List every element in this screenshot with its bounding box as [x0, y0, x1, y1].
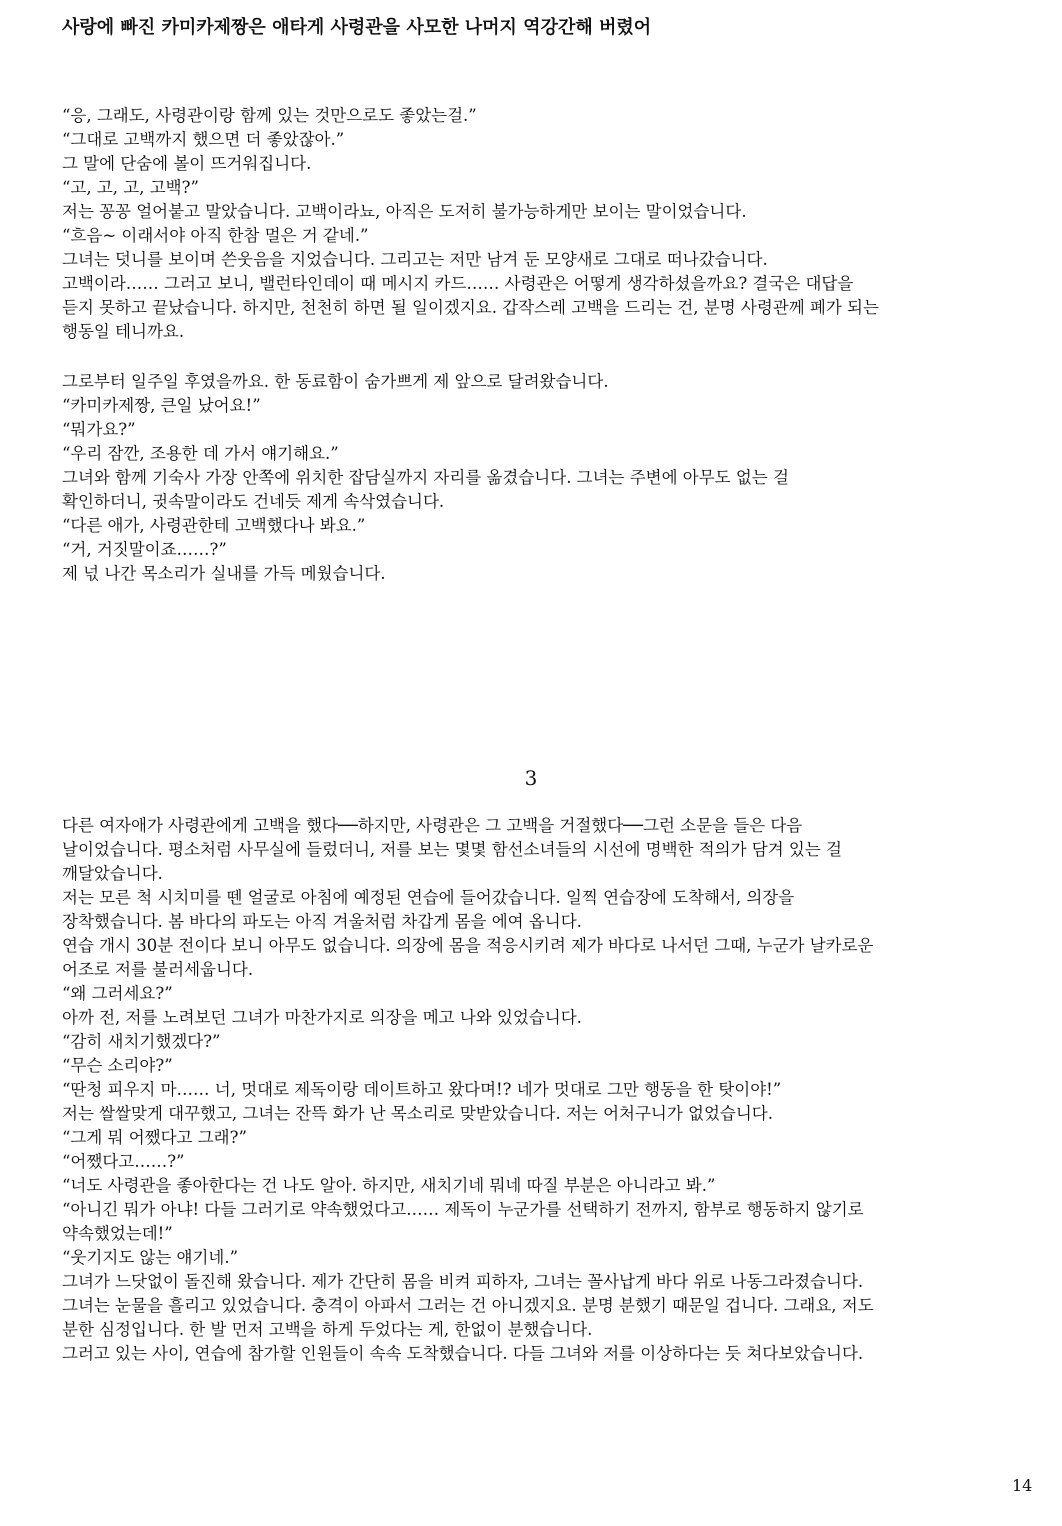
text-line: “응, 그래도, 사령관이랑 함께 있는 것만으로도 좋았는걸.”	[62, 106, 477, 125]
section-2	[62, 370, 1006, 586]
text-line: “우리 잠깐, 조용한 데 가서 얘기해요.”	[62, 444, 339, 463]
section-3	[62, 814, 1006, 1366]
text-line: 아까 전, 저를 노려보던 그녀가 마찬가지로 의장을 메고 나와 있었습니다.	[62, 1008, 582, 1027]
text-line: 그로부터 일주일 후였을까요. 한 동료함이 숨가쁘게 제 앞으로 달려왔습니다.	[62, 372, 609, 391]
text-line: 그녀가 느닷없이 돌진해 왔습니다. 제가 간단히 몸을 비켜 피하자, 그녀는 꼴사납게 바다 위로 나동그라졌습니다.	[62, 1272, 864, 1291]
text-line: “너도 사령관을 좋아한다는 건 나도 알아. 하지만, 새치기네 뭐네 따질 부분은 아니라고 봐.”	[62, 1176, 716, 1195]
text-line: 행동일 테니까요.	[62, 322, 185, 341]
text-line: “흐음~ 이래서야 아직 한참 멀은 거 같네.”	[62, 226, 369, 245]
text-line: “감히 새치기했겠다?”	[62, 1032, 221, 1051]
page-number: 14	[1012, 1476, 1033, 1495]
text-line: 확인하더니, 귓속말이라도 건네듯 제게 속삭였습니다.	[62, 492, 445, 511]
text-line: 그녀는 덧니를 보이며 쓴웃음을 지었습니다. 그리고는 저만 남겨 둔 모양새로 그대로 떠나갔습니다.	[62, 250, 768, 269]
chapter-number: 3	[524, 766, 538, 790]
text-line: “다른 애가, 사령관한테 고백했다나 봐요.”	[62, 516, 366, 535]
text-line: 제 넋 나간 목소리가 실내를 가득 메웠습니다.	[62, 564, 386, 583]
text-line: 날이었습니다. 평소처럼 사무실에 들렀더니, 저를 보는 몇몇 함선소녀들의 시선에 명백한 적의가 담겨 있는 걸	[62, 840, 842, 859]
text-line: 고백이라…… 그러고 보니, 밸런타인데이 때 메시지 카드…… 사령관은 어떻게 생각하셨을까요? 결국은 대답을	[62, 274, 854, 293]
text-line: 장착했습니다. 봄 바다의 파도는 아직 겨울처럼 차갑게 몸을 에여 옵니다.	[62, 912, 582, 931]
text-line: “웃기지도 않는 얘기네.”	[62, 1248, 239, 1267]
text-line: 저는 쌀쌀맞게 대꾸했고, 그녀는 잔뜩 화가 난 목소리로 맞받았습니다. 저는 어처구니가 없었습니다.	[62, 1104, 773, 1123]
text-line: “딴청 피우지 마…… 너, 멋대로 제독이랑 데이트하고 왔다며!? 네가 멋대로 그만 행동을 한 탓이야!”	[62, 1080, 782, 1099]
text-line: 저는 모른 척 시치미를 뗀 얼굴로 아침에 예정된 연습에 들어갔습니다. 일찍 연습장에 도착해서, 의장을	[62, 888, 795, 907]
text-line: “어쨌다고……?”	[62, 1152, 185, 1171]
text-line: 분한 심정입니다. 한 발 먼저 고백을 하게 두었다는 게, 한없이 분했습니다.	[62, 1320, 593, 1339]
section-1	[62, 104, 1006, 344]
text-line: 듣지 못하고 끝났습니다. 하지만, 천천히 하면 될 일이겠지요. 갑작스레 고백을 드리는 건, 분명 사령관께 폐가 되는	[62, 298, 879, 317]
text-line: 연습 개시 30분 전이다 보니 아무도 없습니다. 의장에 몸을 적응시키려 제가 바다로 나서던 그때, 누군가 날카로운	[62, 936, 874, 955]
text-line: 어조로 저를 불러세웁니다.	[62, 960, 254, 979]
text-line: 저는 꽁꽁 얼어붙고 말았습니다. 고백이라뇨, 아직은 도저히 불가능하게만 보이는 말이었습니다.	[62, 202, 747, 221]
text-line: “무슨 소리야?”	[62, 1056, 173, 1075]
text-line: “고, 고, 고, 고백?”	[62, 178, 199, 197]
text-line: 그 말에 단숨에 볼이 뜨거워집니다.	[62, 154, 312, 173]
text-line: “아니긴 뭐가 아냐! 다들 그러기로 약속했었다고…… 제독이 누군가를 선택하기 전까지, 함부로 행동하지 않기로	[62, 1200, 864, 1219]
text-line: “그대로 고백까지 했으면 더 좋았잖아.”	[62, 130, 345, 149]
text-line: 그녀는 눈물을 흘리고 있었습니다. 충격이 아파서 그러는 건 아니겠지요. 분명 분했기 때문일 겁니다. 그래요, 저도	[62, 1296, 874, 1315]
text-line: 약속했었는데!”	[62, 1224, 173, 1243]
text-line: “뭐가요?”	[62, 420, 136, 439]
page-title: 사랑에 빠진 카미카제짱은 애타게 사령관을 사모한 나머지 역강간해 버렸어	[62, 17, 652, 38]
text-line: 그녀와 함께 기숙사 가장 안쪽에 위치한 잡담실까지 자리를 옮겼습니다. 그녀는 주변에 아무도 없는 걸	[62, 468, 789, 487]
text-line: “왜 그러세요?”	[62, 984, 173, 1003]
text-line: 깨달았습니다.	[62, 864, 163, 883]
text-line: 다른 여자애가 사령관에게 고백을 했다──하지만, 사령관은 그 고백을 거절했다──그런 소문을 들은 다음	[62, 816, 803, 835]
text-line: “카미카제짱, 큰일 났어요!”	[62, 396, 261, 415]
text-line: “그게 뭐 어쨌다고 그래?”	[62, 1128, 247, 1147]
text-line: 그러고 있는 사이, 연습에 참가할 인원들이 속속 도착했습니다. 다들 그녀와 저를 이상하다는 듯 쳐다보았습니다.	[62, 1344, 864, 1363]
text-line: “거, 거짓말이죠……?”	[62, 540, 227, 559]
